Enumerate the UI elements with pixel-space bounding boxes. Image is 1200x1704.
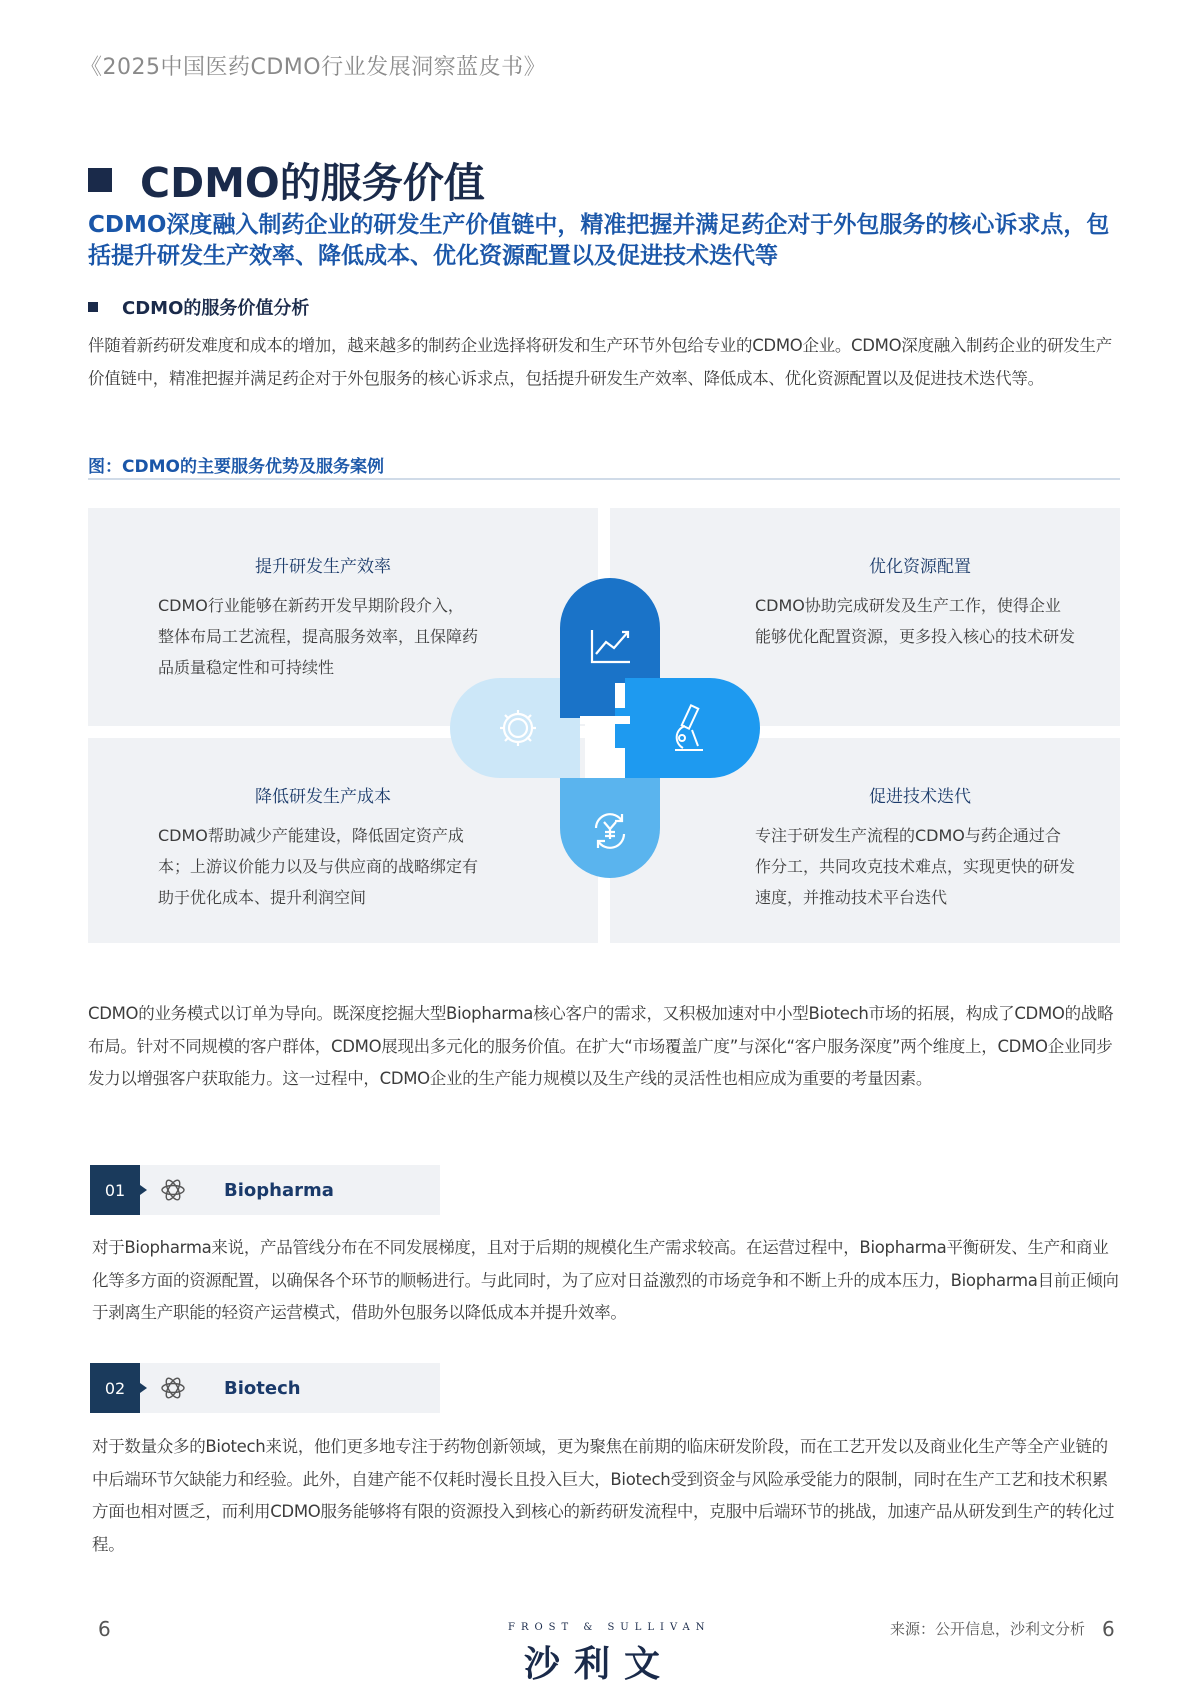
atom-icon — [160, 1177, 186, 1203]
quadrant-title: 提升研发生产效率 — [255, 557, 391, 577]
quadrant-text: CDMO行业能够在新药开发早期阶段介入，整体布局工艺流程，提高服务效率，且保障药品质量稳定性和可持续性 — [158, 596, 479, 677]
figure-divider — [88, 478, 1120, 480]
biotech-tag — [90, 1363, 440, 1413]
sub-heading-text: CDMO的服务价值分析 — [122, 298, 310, 319]
quadrant-title: 促进技术迭代 — [869, 787, 971, 807]
source-note: 来源：公开信息，沙利文分析 — [890, 1620, 1086, 1638]
quadrant-text: 专注于研发生产流程的CDMO与药企通过合作分工，共同攻克技术难点，实现更快的研发速度，并推动技术平台迭代 — [755, 826, 1076, 907]
item-label: Biopharma — [224, 1179, 334, 1201]
service-cross-graphic — [450, 578, 760, 878]
biotech-paragraph: 对于数量众多的Biotech来说，他们更多地专注于药物创新领域，更为聚焦在前期的临床研发阶段，而在工艺开发以及商业化生产等全产业链的中后端环节欠缺能力和经验。此外，自建产能不仅耗时漫长且投入巨大，Biotech受到资金与风险承受能力的限制，同时在生产工艺和技术积累方面也相对匮乏，而利用CDMO服务能够将有限的资源投入到核心的新药研发流程中，克服中后端环节的挑战，加速产品从研发到生产的转化过程。 — [92, 1437, 1115, 1554]
page-number-left: 6 — [98, 1617, 111, 1641]
item-label: Biotech — [224, 1377, 301, 1399]
document-title: 《2025中国医药CDMO行业发展洞察蓝皮书》 — [80, 55, 547, 80]
item-number: 02 — [90, 1363, 140, 1413]
section-subtitle: CDMO深度融入制药企业的研发生产价值链中，精准把握并满足药企对于外包服务的核心诉求点，包括提升研发生产效率、降低成本、优化资源配置以及促进技术迭代等 — [88, 212, 1110, 269]
biopharma-paragraph: 对于Biopharma来说，产品管线分布在不同发展梯度，且对于后期的规模化生产需求较高。在运营过程中，Biopharma平衡研发、生产和商业化等多方面的资源配置，以确保各个环节的顺畅进行。与此同时，为了应对日益激烈的市场竞争和不断上升的成本压力，Biopharma目前正倾向于剥离生产职能的轻资产运营模式，借助外包服务以降低成本并提升效率。 — [92, 1238, 1119, 1322]
business-paragraph: CDMO的业务模式以订单为导向。既深度挖掘大型Biopharma核心客户的需求，又积极加速对中小型Biotech市场的拓展，构成了CDMO的战略布局。针对不同规模的客户群体，CDMO展现出多元化的服务价值。在扩大“市场覆盖广度”与深化“客户服务深度”两个维度上，CDMO企业同步发力以增强客户获取能力。这一过程中，CDMO企业的生产能力规模以及生产线的灵活性也相应成为重要的考量因素。 — [88, 1004, 1114, 1088]
quadrant-text: CDMO帮助减少产能建设，降低固定资产成本；上游议价能力以及与供应商的战略绑定有助于优化成本、提升利润空间 — [158, 826, 479, 907]
quadrant-title: 优化资源配置 — [869, 557, 971, 577]
square-bullet-icon — [88, 168, 112, 192]
section-title-text: CDMO的服务价值 — [140, 159, 485, 207]
logo-chinese: 沙利文 — [524, 1644, 675, 1685]
section-title — [88, 150, 485, 209]
page-number-right: 6 — [1102, 1617, 1115, 1641]
logo-english: FROST & SULLIVAN — [508, 1622, 711, 1633]
quadrant-text: CDMO协助完成研发及生产工作，使得企业能够优化配置资源，更多投入核心的技术研发 — [755, 596, 1076, 646]
intro-paragraph: 伴随着新药研发难度和成本的增加，越来越多的制药企业选择将研发和生产环节外包给专业的CDMO企业。CDMO深度融入制药企业的研发生产价值链中，精准把握并满足药企对于外包服务的核心诉求点，包括提升研发生产效率、降低成本、优化资源配置以及促进技术迭代等。 — [88, 336, 1112, 388]
atom-icon — [160, 1375, 186, 1401]
item-number: 01 — [90, 1165, 140, 1215]
sub-heading — [88, 294, 309, 320]
figure-caption: 图：CDMO的主要服务优势及服务案例 — [88, 457, 384, 477]
biopharma-tag — [90, 1165, 440, 1215]
square-bullet-icon — [88, 302, 98, 312]
quadrant-title: 降低研发生产成本 — [255, 787, 391, 807]
